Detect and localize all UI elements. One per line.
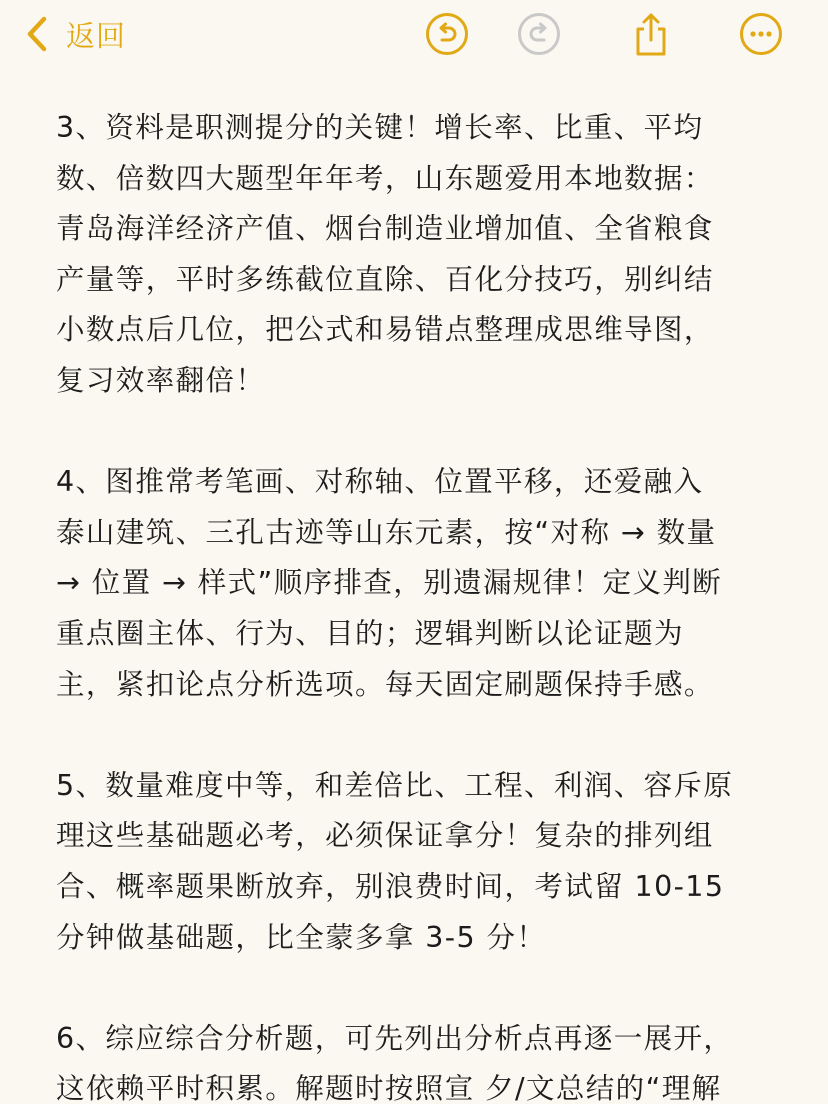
redo-icon xyxy=(516,11,562,57)
chevron-left-icon xyxy=(22,14,52,54)
back-label: 返回 xyxy=(66,18,127,53)
share-icon xyxy=(628,11,674,57)
note-toolbar xyxy=(0,0,828,72)
share-button[interactable] xyxy=(628,11,674,57)
more-icon xyxy=(738,11,784,57)
more-button[interactable] xyxy=(738,11,784,57)
note-body[interactable] xyxy=(56,103,818,1104)
note-paragraph-3: 3、资料是职测提分的关键！增长率、比重、平均 数、倍数四大题型年年考，山东题爱用本地数据： 青岛海洋经济产值、烟台制造业增加值、全省粮食 产量等，平时多练截位直除、百化分技巧，别纠结 小数点后几位，把公式和易错点整理成思维导图， 复习效率翻倍！ xyxy=(56,111,714,397)
back-button[interactable] xyxy=(22,12,126,56)
redo-button[interactable] xyxy=(516,11,562,57)
undo-button[interactable] xyxy=(424,11,470,57)
note-paragraph-5: 5、数量难度中等，和差倍比、工程、利润、容斥原 理这些基础题必考，必须保证拿分！复杂的排列组 合、概率题果断放弃，别浪费时间，考试留 10-15 分钟做基础题，比全蒙多拿 3-5 分！ xyxy=(56,768,734,954)
undo-icon xyxy=(424,11,470,57)
note-paragraph-6: 6、综应综合分析题，可先列出分析点再逐一展开， 这依赖平时积累。解题时按照宣 夕/文总结的“理解 xyxy=(56,1021,734,1104)
note-paragraph-4: 4、图推常考笔画、对称轴、位置平移，还爱融入 泰山建筑、三孔古迹等山东元素，按“对称 → 数量 → 位置 → 样式”顺序排查，别遗漏规律！定义判断 重点圈主体、行为、目的；逻辑判断以论证题为 主，紧扣论点分析选项。每天固定刷题保持手感。 xyxy=(56,465,723,701)
